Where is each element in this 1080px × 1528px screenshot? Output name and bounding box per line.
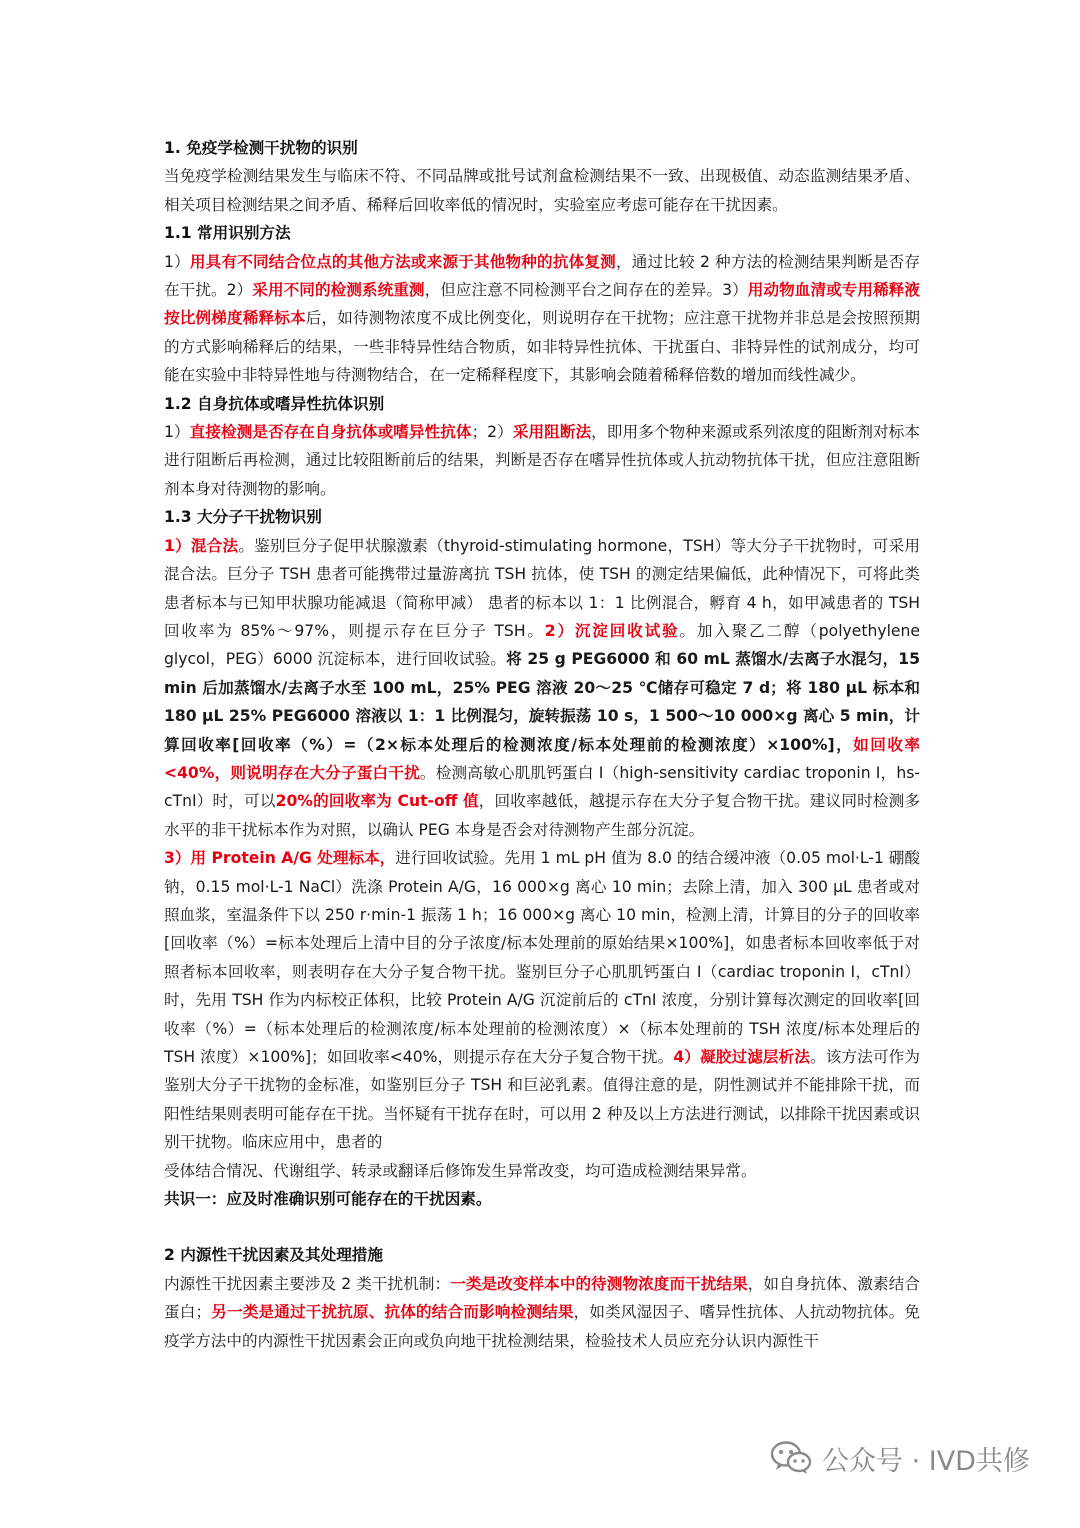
section-1-3-title: 1.3 大分子干扰物识别 — [164, 508, 322, 527]
text-run: 内源性干扰因素主要涉及 2 类干扰机制： — [164, 1274, 451, 1293]
section-2-title: 2 内源性干扰因素及其处理措施 — [164, 1246, 383, 1265]
text-run: ，如类风湿因子、嗜异性抗体、人抗动物抗体。免疫学方法中的内源性干扰因素会正向或负向地干扰检测结果，检验技术人员应充分认识内源性干 — [164, 1303, 920, 1350]
text-run: 后，如待测物浓度不成比例变化，则说明存在干扰物；应注意干扰物并非总是会按照预期的方式影响稀释后的结果，一些非特异性结合物质，如非特异性抗体、干扰蛋白、非特异性的试剂成分，均可能在实验中非特异性地与待测物结合，在一定稀释程度下，其影响会随着稀释倍数的增加而线性减少。 — [164, 309, 920, 385]
highlight-text: 另一类是通过干扰抗原、抗体的结合而影响检测结果 — [211, 1303, 574, 1322]
text-run: ；2） — [471, 423, 513, 442]
text-run: 。加入聚乙二醇（polyethylene glycol，PEG）6000 沉淀标本，进行回收试验。 — [164, 621, 920, 669]
section-1-paragraph: 当免疫学检测结果发生与临床不符、不同品牌或批号试剂盒检测结果不一致、出现极值、动态监测结果矛盾、相关项目检测结果之间矛盾、稀释后回收率低的情况时，实验室应考虑可能存在干扰因素。 — [164, 167, 920, 214]
text-run: 进行回收试验。先用 1 mL pH 值为 8.0 的结合缓冲液（0.05 mol·L-1 硼酸钠，0.15 mol·L-1 NaCl）洗涤 Protein A/G，16 000×g 离心 10 min；去除上清，加入 300 μL 患者或对照血浆，室温条件下以 250 r·min-1 振荡 1 h；16 000×g 离心 10 min，检测上清，计算目的分子的回收率[回收率（%）=标本处理后上清中目的分子浓度/标本处理前的原始结果×100%]，如患者标本回收率低于对照者标本回收率，则表明存在大分子复合物干扰。鉴别巨分子心肌肌钙蛋白 I（cardiac troponin I，cTnI）时，先用 TSH 作为内标校正体积，比较 Protein A/G 沉淀前后的 cTnI 浓度，分别计算每次测定的回收率[回收率（%）=（标本处理后的检测浓度/标本处理前的检测浓度）×（标本处理前的 TSH 浓度/标本处理后的 TSH 浓度）×100%]；如回收率<40%，则提示存在大分子复合物干扰。 — [164, 849, 920, 1066]
document-body — [164, 134, 920, 1355]
highlight-text: 3）用 Protein A/G 处理标本， — [164, 849, 396, 868]
text-run: 1） — [164, 252, 190, 271]
spacer — [164, 1213, 920, 1241]
highlight-text: 用具有不同结合位点的其他方法或来源于其他物种的抗体复测 — [189, 252, 616, 271]
highlight-text: 2）沉淀回收试验 — [544, 621, 680, 640]
text-run: ，即用多个物种来源或系列浓度的阻断剂对标本进行阻断后再检测，通过比较阻断前后的结果，判断是否存在嗜异性抗体或人抗动物抗体干扰，但应注意阻断剂本身对待测物的影响。 — [164, 423, 920, 498]
section-1-2-title: 1.2 自身抗体或嗜异性抗体识别 — [164, 394, 385, 413]
text-run: ，回收率越低，越提示存在大分子复合物干扰。建议同时检测多水平的非干扰标本作为对照，以确认 PEG 本身是否会对待测物产生部分沉淀。 — [164, 792, 920, 839]
consensus-statement: 共识一：应及时准确识别可能存在的干扰因素。 — [164, 1190, 492, 1209]
section-2-paragraph — [164, 1270, 920, 1355]
highlight-text: 采用阻断法 — [512, 423, 592, 442]
highlight-text: 直接检测是否存在自身抗体或嗜异性抗体 — [189, 423, 472, 442]
text-run: ，如自身抗体、激素结合蛋白； — [164, 1274, 920, 1322]
section-1-3-paragraph-a — [164, 532, 920, 844]
section-1-2-paragraph — [164, 418, 920, 503]
highlight-text: 如回收率<40%，则说明存在大分子蛋白干扰 — [164, 735, 920, 782]
text-run: 1） — [164, 423, 190, 442]
highlight-text: 1）混合法 — [164, 536, 239, 555]
section-1-3-paragraph-b — [164, 844, 920, 1156]
text-run: 。鉴别巨分子促甲状腺激素（thyroid-stimulating hormone，TSH）等大分子干扰物时，可采用混合法。巨分子 TSH 患者可能携带过量游离抗 TSH 抗体，使 TSH 的测定结果偏低，此种情况下，可将此类患者标本与已知甲状腺功能减退（简称甲减） 患者的标本以 1：1 比例混合，孵育 4 h，如甲减患者的 TSH 回收率为 85%～97%，则提示存在巨分子 TSH。 — [164, 536, 921, 640]
section-1-1-paragraph — [164, 248, 920, 390]
section-1-title: 1. 免疫学检测干扰物的识别 — [164, 139, 358, 157]
highlight-text: 采用不同的检测系统重测 — [252, 281, 425, 300]
wechat-icon — [770, 1440, 812, 1476]
text-run: ，但应注意不同检测平台之间存在的差异。3） — [424, 281, 748, 300]
text-run: ，通过比较 2 种方法的检测结果判断是否存在干扰。2） — [164, 252, 920, 300]
bold-text: 将 25 g PEG6000 和 60 mL 蒸馏水/去离子水混匀，15 min 后加蒸馏水/去离子水至 100 mL，25% PEG 溶液 20～25 ℃储存可稳定 7 d；将 180 μL 标本和 180 μL 25% PEG6000 溶液以 1：1 比例混匀，旋转振荡 10 s，1 500～10 000×g 离心 5 min，计算回收率[回收率（%）=（2×标本处理后的检测浓度/标本处理前的检测浓度）×100%]， — [164, 650, 920, 754]
watermark-text: 公众号 · IVD共修 — [822, 1445, 1030, 1477]
section-1-1-title: 1.1 常用识别方法 — [164, 224, 291, 243]
section-1-3-paragraph-c: 受体结合情况、代谢组学、转录或翻译后修饰发生异常改变，均可造成检测结果异常。 — [164, 1161, 757, 1180]
highlight-text: 4）凝胶过滤层析法 — [673, 1048, 811, 1066]
text-run: 。检测高敏心肌肌钙蛋白 I（high-sensitivity cardiac troponin I，hs-cTnI）时，可以 — [164, 763, 920, 811]
highlight-text: 一类是改变样本中的待测物浓度而干扰结果 — [450, 1274, 748, 1293]
text-run: 。该方法可作为鉴别大分子干扰物的金标准，如鉴别巨分子 TSH 和巨泌乳素。值得注意的是，阴性测试并不能排除干扰，而阳性结果则表明可能存在干扰。当怀疑有干扰存在时，可以用 2 种及以上方法进行测试，以排除干扰因素或识别干扰物。临床应用中，患者的 — [164, 1048, 920, 1152]
highlight-text: 用动物血清或专用稀释液按比例梯度稀释标本 — [164, 281, 920, 328]
highlight-text: 20%的回收率为 Cut-off 值 — [275, 792, 479, 811]
watermark — [770, 1432, 1030, 1484]
